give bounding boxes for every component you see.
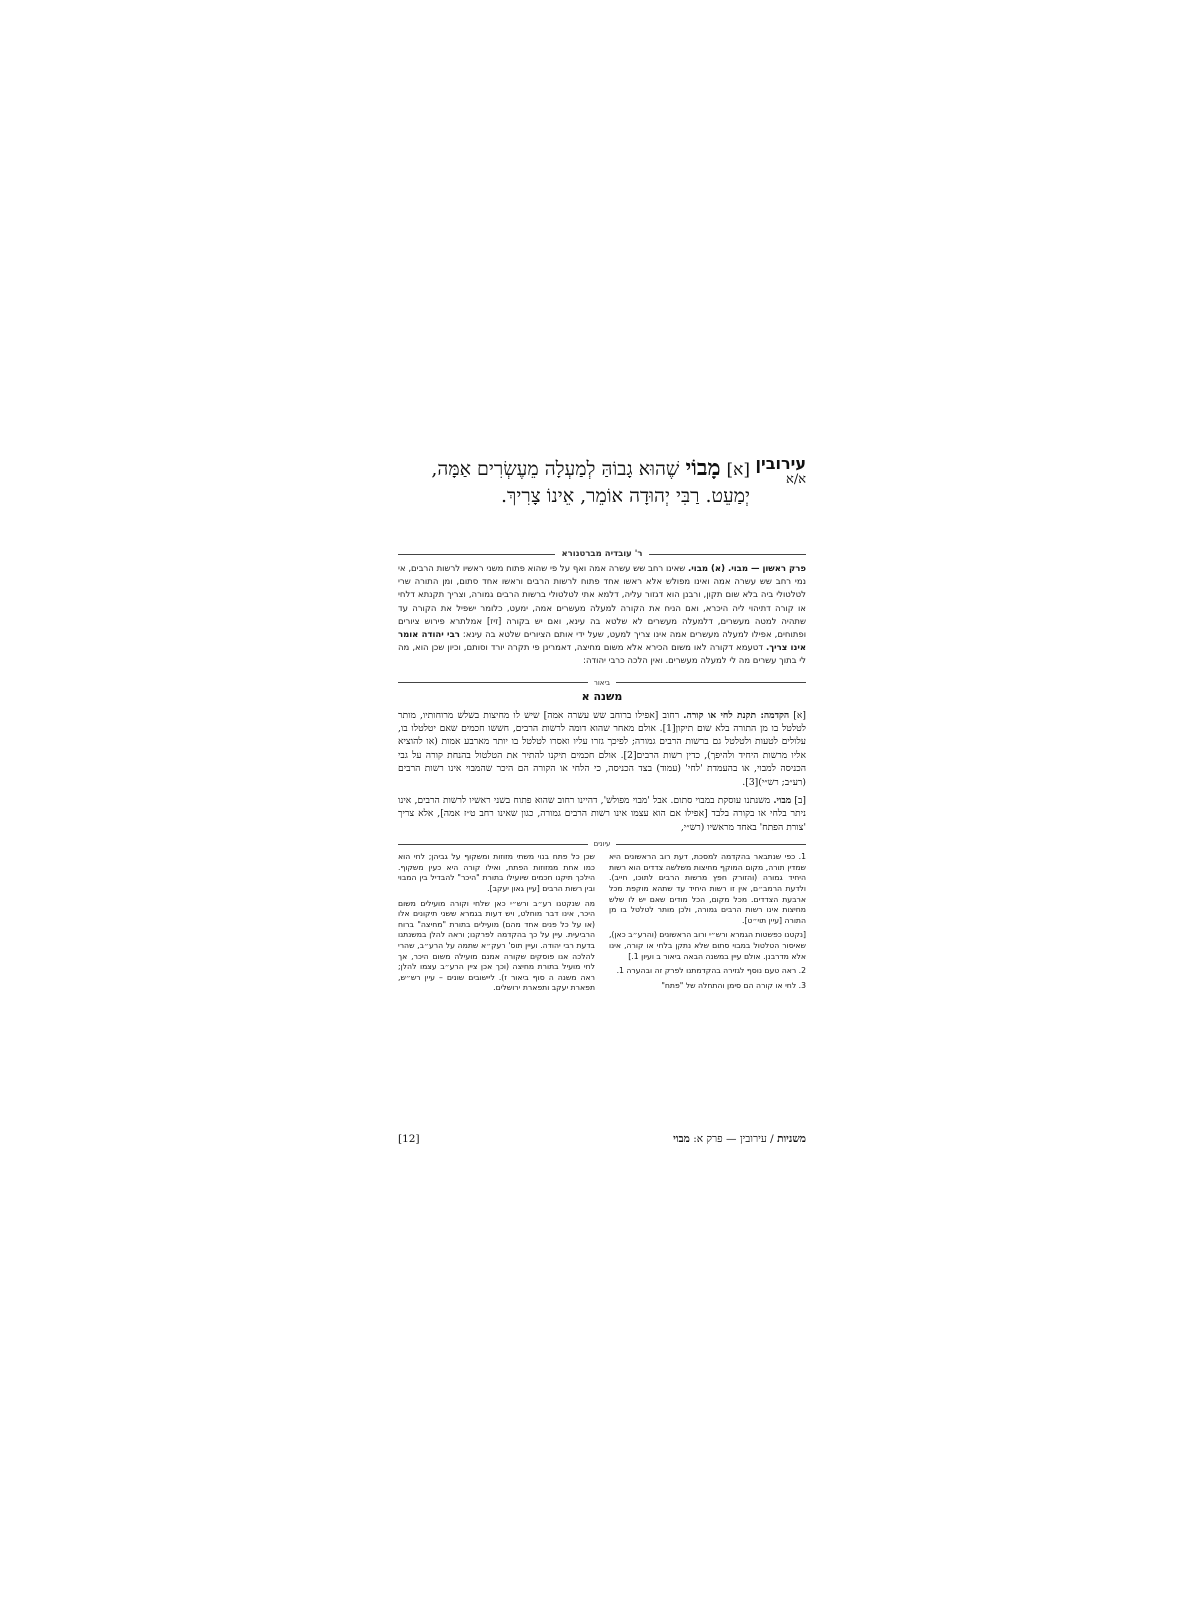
biur-paragraph-title: הקדמה: תקנת לחי או קורה. xyxy=(683,709,790,721)
biur-paragraph-2 xyxy=(398,794,806,834)
biur-heading: ביאור xyxy=(593,678,611,687)
iyunim-heading: עיונים xyxy=(593,840,611,849)
running-head-text: / עירובין — פרק א: xyxy=(693,1133,774,1145)
mishna-body: שֶׁהוּא גָבוֹהַּ לְמַעְלָה מֵעֶשְׂרִים אַמָּה, יְמַעֵט. רַבִּי יְהוּדָה אוֹמֵר, אֵינוֹ צָרִיךְ. xyxy=(431,458,750,507)
book-page xyxy=(398,447,806,1167)
chapter-mishna-reference: א/א xyxy=(786,472,806,487)
biur-mishna-title: משנה א xyxy=(581,689,623,703)
bartenura-commentary xyxy=(398,563,806,669)
divider-line xyxy=(649,554,806,555)
chapter-name: מבוי xyxy=(673,1133,690,1145)
divider-line xyxy=(616,682,806,683)
bartenura-divider xyxy=(398,549,806,559)
biur-paragraph-number: [ב] xyxy=(794,795,807,807)
mishna-number: [א] xyxy=(726,460,750,480)
biur-paragraph-text: משנתנו עוסקת במבוי סתום. אבל 'מבוי מפולש', דהיינו רחוב שהוא פתוח בשני ראשיו לרשות הרבים, אינו ניתר בלחי או בקורה בלבד [אפילו אם הוא עצמו אינו רשות הרבים גמורה, כגון שאינו רחב ט״ז אמה], אלא צריך 'צורת הפתח' באחד מראשיו (רש״י, xyxy=(398,795,806,833)
bartenura-text-1: שאינו רחב שש עשרה אמה ואף על פי שהוא פתוח משני ראשיו לרשות הרבים, אי נמי רחב שש עשרה אמה ואינו מפולש אלא ראשו אחד פתוח לרשות הרבים וראשו אחד סתום, ומן התורה שרי לטלטולי ביה בלא שום תקון, ורבנן הוא דגזור עליה, דלמא אתי לטלטולי ברשות הרבים גמורה, וצריך תקנתא דלחי או קורה דתיהוי ליה היכרא, ואם הניח את הקורה למעלה מעשרים אמה, ימעט, כלומר ישפיל את הקורה עד שתהיה למטה מעשרים, דלמעלה מעשרים לא שלטא בה עינא, ואם יש בקורה [זיז] אמלתרא פירוש ציורים ופתוחים, אפילו למעלה מעשרים אמה אינו צריך למעט, שעל ידי אותם הציורים שלטא בה עינא: xyxy=(398,564,807,641)
mishna-header xyxy=(398,455,806,509)
divider-line xyxy=(616,844,806,845)
divider-line xyxy=(398,844,588,845)
page-footer xyxy=(398,1133,806,1145)
biur-paragraph-title: מבוי. xyxy=(773,795,792,807)
divider-line xyxy=(398,682,588,683)
note-paragraph: 3. לחי או קורה הם סימן והתחלה של "פתח" xyxy=(661,980,806,990)
bartenura-intro: פרק ראשון — מבוי. (א) מבוי. xyxy=(688,564,807,574)
mishna-text xyxy=(398,455,750,509)
bartenura-text-2: דטעמא דקורה לאו משום הכירא אלא משום מחיצה, דאמרינן פי תקרה יורד וסותם, וכיון שכן הוא, מה לי בתוך עשרים מה לי למעלה מעשרים. ואין הלכה כרבי יהודה: xyxy=(398,643,806,667)
note-paragraph: שכן כל פתח בנוי משתי מזוזות ומשקוף על גביהן; לחי הוא כמו אחת ממזוזות הפתח, ואילו קורה היא כעין משקוף. הילכך תיקנו חכמים שיועילו בתורת "היכר" להבדיל בין המבוי ובין רשות הרבים [עיין גאון יעקב]. xyxy=(398,852,595,894)
page-number: [12] xyxy=(398,1133,420,1145)
note-paragraph: 2. ראה טעם נוסף לגזירה בהקדמתנו לפרק זה ובהערה 1. xyxy=(616,966,806,976)
biur-paragraph-number: [א] xyxy=(793,709,806,721)
iyunim-divider xyxy=(398,840,806,848)
note-paragraph: מה שנקטנו רע״ב ורש״י כאן שלחי וקורה מועילים משום היכר, אינו דבר מוחלט, ויש דעות בגמרא ששני תיקונים אלו (או על כל פנים אחד מהם) מועילים בתורת "מחיצה" ברוח הרביעית. עיין על כך בהקדמה לפרקנו; וראה להלן במשנתנו בדעת רבי יהודה. ועיין תוס' רעק״א שתמה על הרע״ב, שהרי להלכה אנו פוסקים שקורה אמנם מועילה משום היכר, אך לחי מועיל בתורת מחיצה (וכך אכן ציין הרע״ב עצמו להלן; ראה משנה ה סוף ביאור ז). ליישובים שונים – עיין רש״ש, תפארת יעקב ותפארת ירושלים. xyxy=(398,898,595,993)
biur-paragraph-text: רחוב [אפילו ברוחב שש עשרה אמה] שיש לו מחיצות בשלש מרוחותיו, מותר לטלטל בו מן התורה בלא שום תיקון[1]. אולם מאחר שהוא דומה לרשות הרבים, חששו חכמים שאם יטלטלו בו, עלולים לטעות ולטלטל גם ברשות הרבים גמורה; לפיכך גזרו עליו ואסרו לטלטל בו יותר מארבע אמות (או להוציא אליו מרשות היחיד ולהיפך), כדין רשות הרבים[2]. אולם חכמים תיקנו להתיר את הטלטול בהנחת קורה על גבי הכניסה למבוי, או בהעמדת 'לחי' (עמוד) בצד הכניסה, כי הלחי או הקורה הם היכר שהמבוי אינו רשות הרבים (רע״ב; רש״י)[3]. xyxy=(398,709,806,788)
note-paragraph: 1. כפי שנתבאר בהקדמה למסכת, דעת רוב הראשונים היא שמדין תורה, מקום המוקף מחיצות משלשה צדדים הוא רשות היחיד גמורה (והזורק חפץ מרשות הרבים לתוכו, חייב). ולדעת הרמב״ם, אין זו רשות היחיד עד שתהא מוקפת מכל ארבעת הצדדים. מכל מקום, הכל מודים שאם יש לו שלש מחיצות אינו רשות הרבים גמורה, ולכן מותר לטלטל בו מן התורה [עיין תוי״ט]. xyxy=(609,852,806,925)
biur-paragraph-1 xyxy=(398,709,806,789)
notes-right-column xyxy=(609,852,806,998)
tractate-label xyxy=(750,455,806,487)
divider-line xyxy=(398,554,555,555)
series-name: משניות xyxy=(777,1133,806,1145)
mishna-lemma: מָבוֹי xyxy=(685,455,721,481)
running-head xyxy=(673,1133,806,1145)
bartenura-rabbi-lemma: רבי יהודה אומר אינו צריך. xyxy=(398,630,807,654)
tractate-name: עירובין xyxy=(755,454,806,473)
iyunim-notes xyxy=(398,852,806,998)
biur-divider xyxy=(398,679,806,687)
note-paragraph: [נקטנו כפשטות הגמרא ורש״י ורוב הראשונים (והרע״ב כאן), שאיסור הטלטול במבוי סתום שלא נתקן בלחי או קורה, אינו אלא מדרבנן. אולם עיין במשנה הבאה ביאור ב ועיון 1.] xyxy=(608,930,806,961)
bartenura-heading: ר' עובדיה מברטנורא xyxy=(561,549,643,559)
notes-left-column xyxy=(398,852,595,998)
